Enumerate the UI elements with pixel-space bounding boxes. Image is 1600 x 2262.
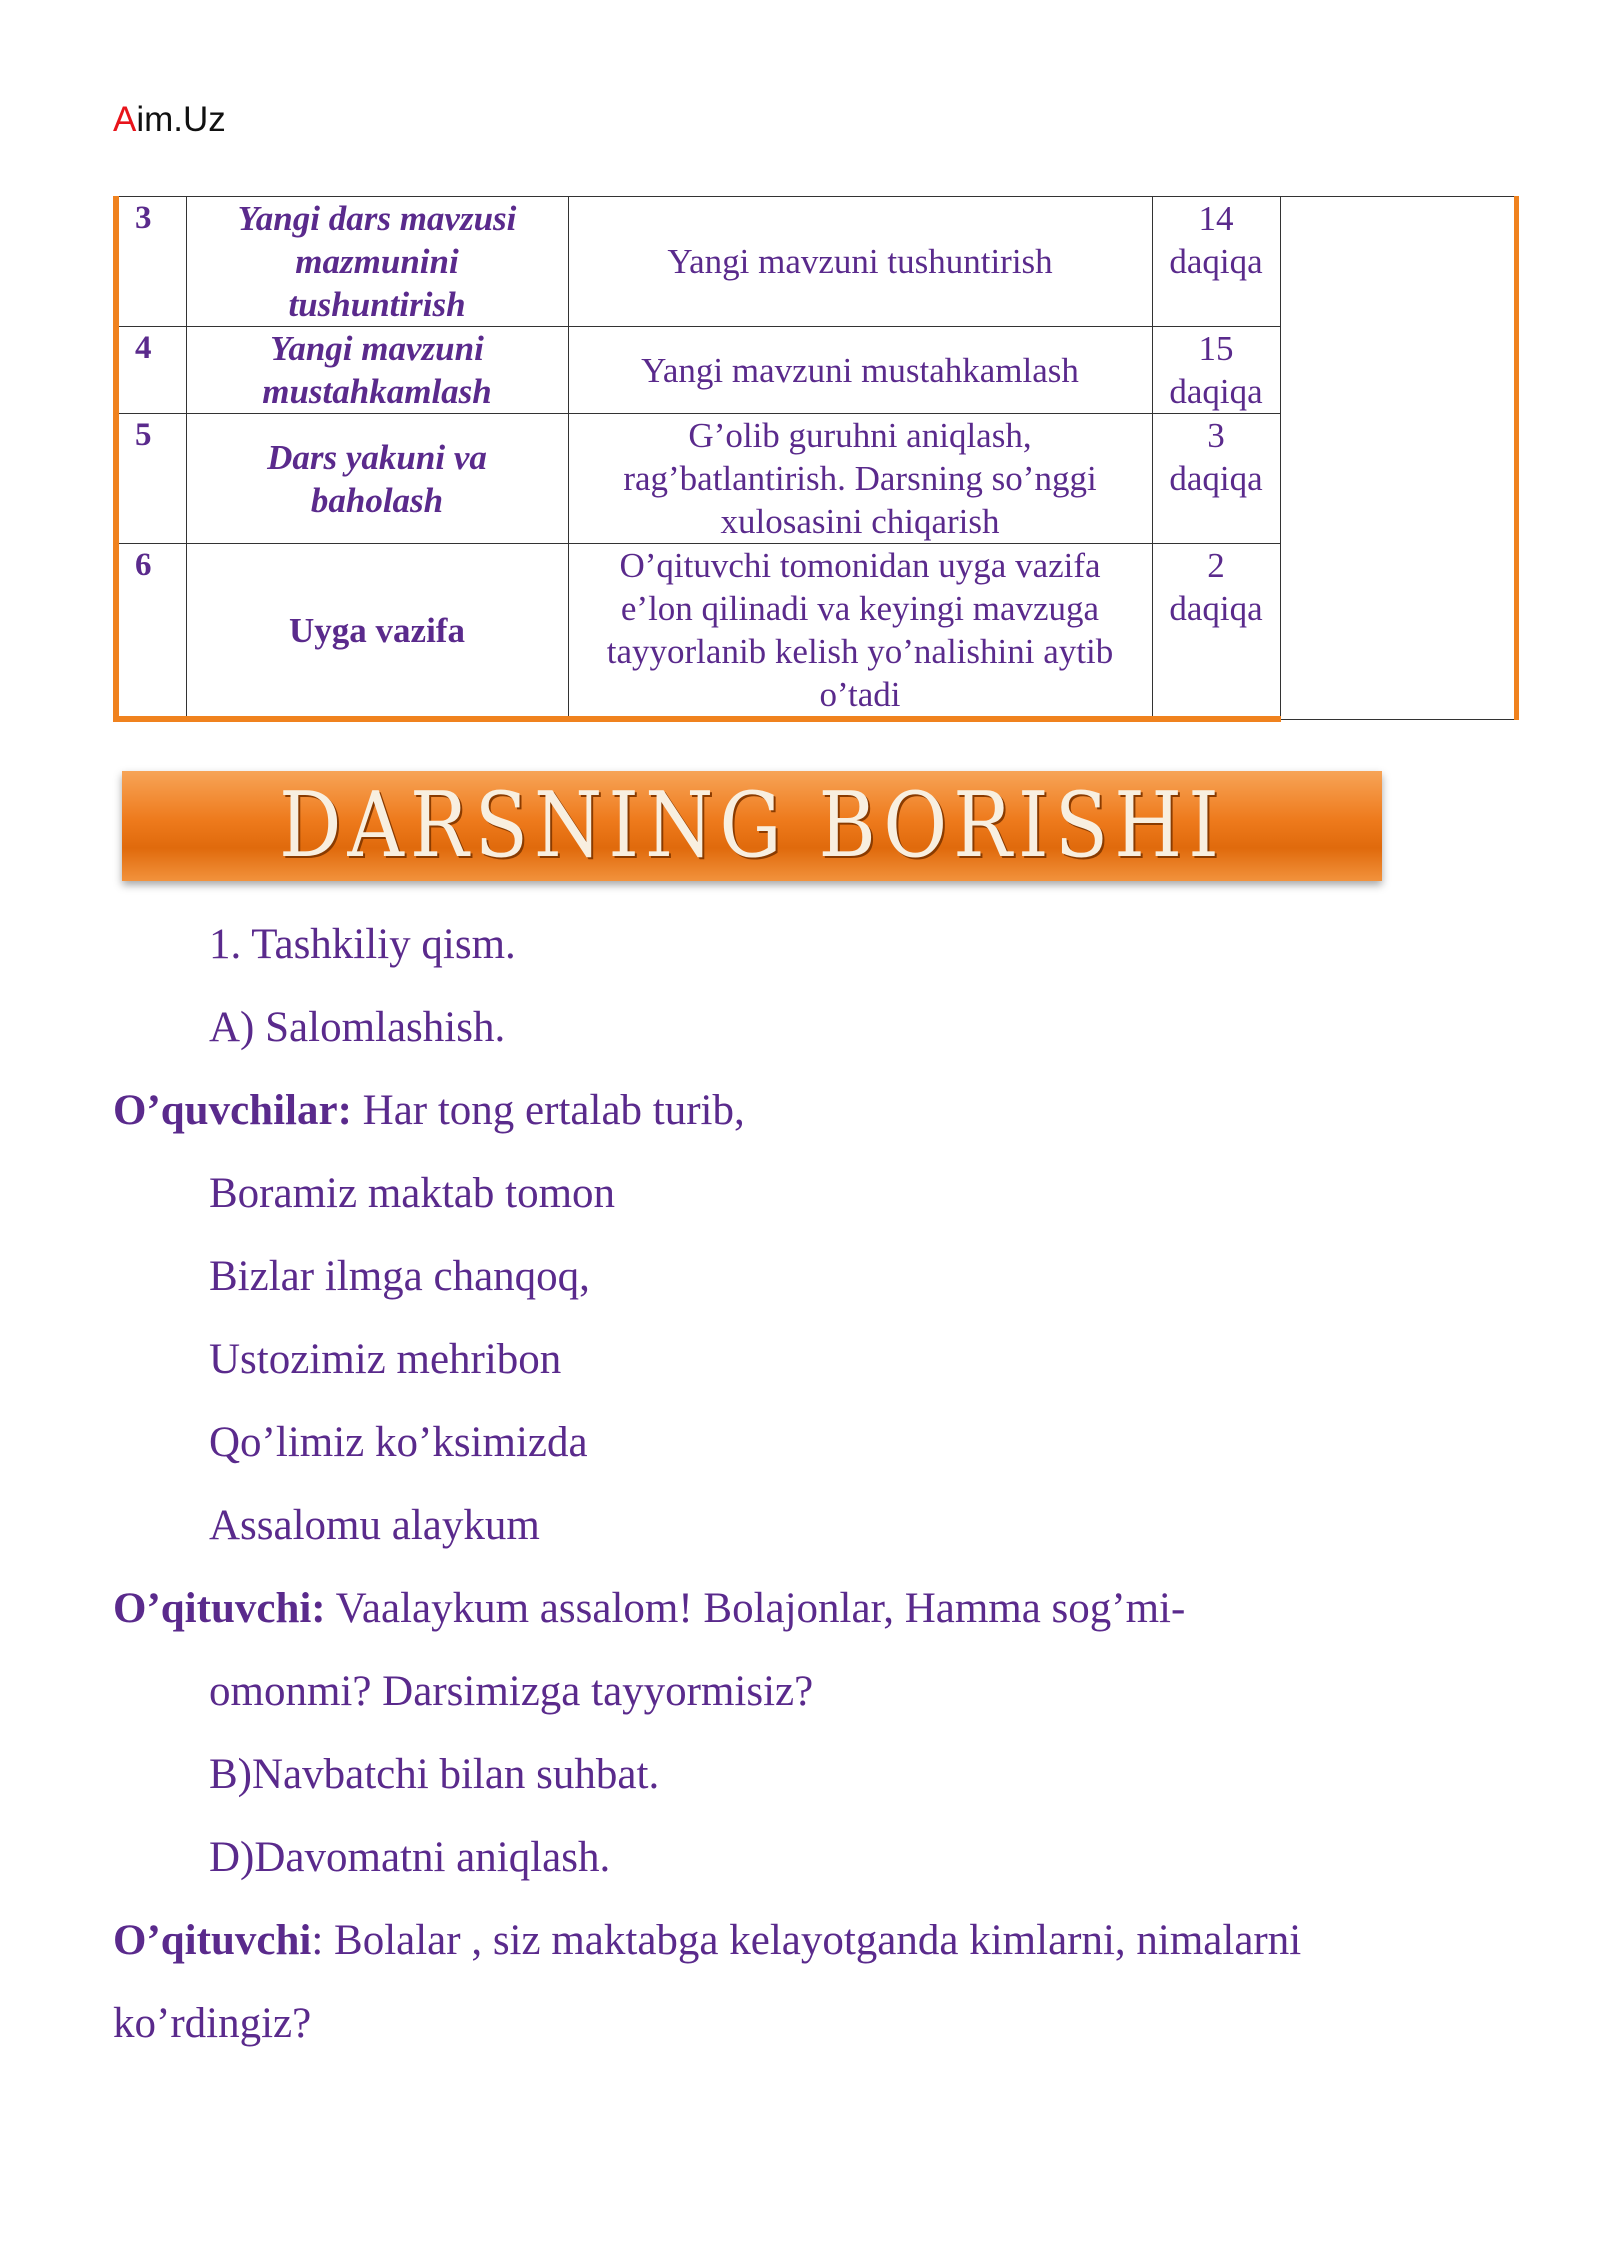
lesson-plan-table-wrapper xyxy=(113,196,1513,722)
time-value: 2 xyxy=(1207,546,1225,585)
section-heading: 1. Tashkiliy qism. xyxy=(209,921,516,968)
row-number: 3 xyxy=(116,197,186,327)
site-watermark xyxy=(113,100,226,140)
activity-cell: Yangi mavzuni mustahkamlash xyxy=(568,327,1152,414)
poem-line: Bizlar ilmga chanqoq, xyxy=(209,1253,590,1300)
time-unit: daqiqa xyxy=(1169,242,1263,281)
row-number: 6 xyxy=(116,544,186,720)
dialogue-continuation: omonmi? Darsimizga tayyormisiz? xyxy=(209,1668,814,1715)
subsection-heading: D)Davomatni aniqlash. xyxy=(209,1834,611,1881)
activity-cell: Yangi mavzuni tushuntirish xyxy=(568,197,1152,327)
lesson-plan-table xyxy=(113,196,1519,722)
stage-cell: Yangi mavzuni mustahkamlash xyxy=(186,327,568,414)
speaker-label: O’qituvchi xyxy=(113,1917,312,1964)
activity-cell: O’qituvchi tomonidan uyga vazifa e’lon qilinadi va keyingi mavzuga tayyorlanib kelish yo’nalishini aytib o’tadi xyxy=(568,544,1152,720)
activity-cell: G’olib guruhni aniqlash, rag’batlantirish. Darsning so’nggi xulosasini chiqarish xyxy=(568,414,1152,544)
time-value: 15 xyxy=(1198,329,1234,368)
watermark-text: im.Uz xyxy=(136,100,226,139)
dialogue-text: Vaalaykum assalom! Bolajonlar, Hamma sog’mi- xyxy=(325,1585,1186,1632)
time-value: 14 xyxy=(1198,199,1234,238)
dialogue-text: : Bolalar , siz maktabga kelayotganda kimlarni, nimalarni xyxy=(311,1917,1302,1964)
time-unit: daqiqa xyxy=(1169,372,1263,411)
speaker-label: O’qituvchi: xyxy=(113,1585,326,1632)
dialogue-continuation: ko’rdingiz? xyxy=(113,2000,312,2047)
time-cell xyxy=(1152,327,1280,414)
stage-cell: Uyga vazifa xyxy=(186,544,568,720)
time-value: 3 xyxy=(1207,416,1225,455)
watermark-letter-a: A xyxy=(113,100,137,139)
dialogue-text: Har tong ertalab turib, xyxy=(351,1087,745,1134)
row-number: 5 xyxy=(116,414,186,544)
table-row xyxy=(116,197,1516,327)
time-unit: daqiqa xyxy=(1169,459,1263,498)
section-banner xyxy=(122,771,1382,881)
poem-line: Boramiz maktab tomon xyxy=(209,1170,616,1217)
poem-line: Ustozimiz mehribon xyxy=(209,1336,562,1383)
poem-line: Assalomu alaykum xyxy=(209,1502,540,1549)
dialogue-line xyxy=(113,1584,1185,1633)
row-number: 4 xyxy=(116,327,186,414)
stage-cell: Dars yakuni va baholash xyxy=(186,414,568,544)
subsection-heading: B)Navbatchi bilan suhbat. xyxy=(209,1751,660,1798)
empty-cell xyxy=(1280,197,1516,720)
stage-cell: Yangi dars mavzusi mazmunini tushuntirish xyxy=(186,197,568,327)
time-unit: daqiqa xyxy=(1169,589,1263,628)
dialogue-line xyxy=(113,1916,1301,1965)
subsection-heading: A) Salomlashish. xyxy=(209,1004,506,1051)
time-cell xyxy=(1152,414,1280,544)
banner-title: DARSNING BORISHI xyxy=(279,774,1225,878)
dialogue-line xyxy=(113,1086,745,1135)
time-cell xyxy=(1152,197,1280,327)
time-cell xyxy=(1152,544,1280,720)
poem-line: Qo’limiz ko’ksimizda xyxy=(209,1419,588,1466)
speaker-label: O’quvchilar: xyxy=(113,1087,352,1134)
